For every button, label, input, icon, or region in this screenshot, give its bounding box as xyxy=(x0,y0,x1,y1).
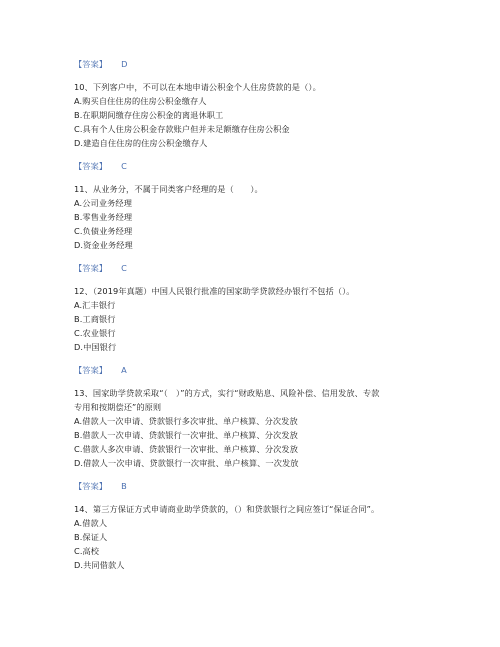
question-option: A.借款人一次申请、贷款银行多次审批、单户核算、分次发放 xyxy=(74,416,298,426)
answer-value: B xyxy=(121,481,127,491)
answer-line xyxy=(74,59,128,70)
question-stem: 10、下列客户中，不可以在本地申请公积金个人住房贷款的是（）。 xyxy=(74,82,321,92)
question-option: C.高校 xyxy=(74,546,100,556)
question-option: B.保证人 xyxy=(74,532,108,542)
question-option: A.公司业务经理 xyxy=(74,198,132,208)
question-option: B.在职期间缴存住房公积金的离退休职工 xyxy=(74,110,224,120)
answer-value: A xyxy=(121,365,127,375)
question-option: D.资金业务经理 xyxy=(74,240,133,250)
question-stem: 12、（2019年真题）中国人民银行批准的国家助学贷款经办银行不包括（）。 xyxy=(74,286,355,296)
answer-label: 【答案】 xyxy=(74,263,108,273)
question-stem: 13、国家助学贷款采取“（ ）”的方式，实行“财政贴息、风险补偿、信用发放、专款 xyxy=(74,388,380,398)
question-option: C.借款人多次申请、贷款银行一次审批、单户核算、分次发放 xyxy=(74,444,298,454)
question-option: C.负债业务经理 xyxy=(74,226,133,236)
answer-line xyxy=(74,481,127,492)
question-option: D.建造自住住房的住房公积金缴存人 xyxy=(74,138,208,148)
question-option: D.中国银行 xyxy=(74,342,117,352)
answer-line xyxy=(74,263,127,274)
answer-value: C xyxy=(121,263,127,273)
question-option: B.零售业务经理 xyxy=(74,212,133,222)
question-option: A.购买自住住房的住房公积金缴存人 xyxy=(74,96,207,106)
answer-label: 【答案】 xyxy=(74,481,108,491)
answer-value: D xyxy=(121,59,128,69)
question-option: C.具有个人住房公积金存款账户但并未足额缴存住房公积金 xyxy=(74,124,290,134)
answer-line xyxy=(74,365,127,376)
question-stem-continued: 专用和按期偿还”的原则 xyxy=(74,402,162,412)
question-option: C.农业银行 xyxy=(74,328,116,338)
answer-line xyxy=(74,161,127,172)
question-option: B.工商银行 xyxy=(74,314,116,324)
answer-label: 【答案】 xyxy=(74,161,108,171)
question-option: A.汇丰银行 xyxy=(74,300,116,310)
question-option: B.借款人一次申请、贷款银行一次审批、单户核算、分次发放 xyxy=(74,430,298,440)
question-option: D.借款人一次申请、贷款银行一次审批、单户核算、一次发放 xyxy=(74,458,299,468)
answer-value: C xyxy=(121,161,127,171)
question-stem: 14、第三方保证方式申请商业助学贷款的，（）和贷款银行之间应签订“保证合同”。 xyxy=(74,504,380,514)
question-stem: 11、从业务分，不属于同类客户经理的是（ ）。 xyxy=(74,184,263,194)
question-option: D.共同借款人 xyxy=(74,560,125,570)
question-option: A.借款人 xyxy=(74,518,108,528)
answer-label: 【答案】 xyxy=(74,365,108,375)
answer-label: 【答案】 xyxy=(74,59,108,69)
